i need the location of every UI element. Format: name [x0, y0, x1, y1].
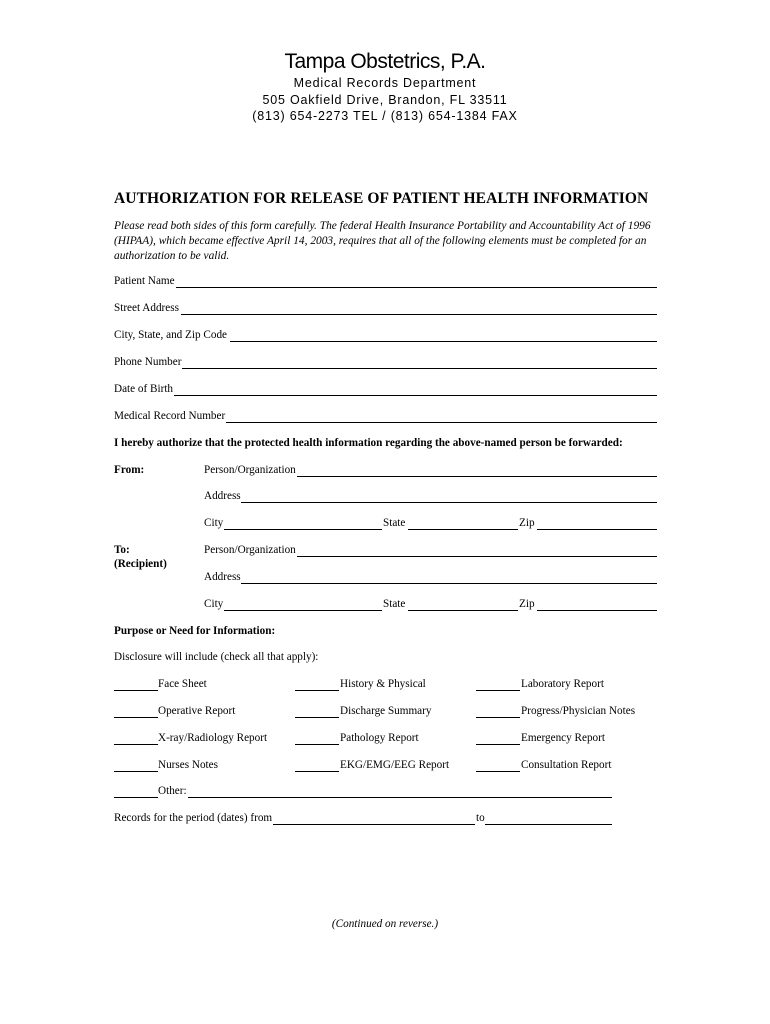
date-of-birth-label: Date of Birth — [114, 383, 174, 395]
xray-report-checkbox[interactable] — [114, 744, 158, 745]
pathology-report-checkbox[interactable] — [295, 744, 339, 745]
authorize-statement: I hereby authorize that the protected health information regarding the above-named person be forwarded: — [114, 437, 623, 449]
city-state-zip-label: City, State, and Zip Code — [114, 329, 227, 341]
to-state-label: State — [383, 598, 406, 610]
from-address-label: Address — [204, 490, 241, 502]
from-label: From: — [114, 464, 145, 476]
discharge-summary-checkbox[interactable] — [295, 717, 339, 718]
phone-number-label: Phone Number — [114, 356, 182, 368]
face-sheet-checkbox[interactable] — [114, 690, 158, 691]
from-address-field[interactable] — [241, 502, 657, 503]
laboratory-report-checkbox[interactable] — [476, 690, 520, 691]
date-of-birth-field[interactable] — [174, 395, 657, 396]
recipient-label: (Recipient) — [114, 558, 167, 570]
department: Medical Records Department — [293, 76, 477, 90]
from-city-label: City — [204, 517, 224, 529]
from-state-label: State — [383, 517, 406, 529]
phone-number-field[interactable] — [182, 368, 657, 369]
other-field[interactable] — [188, 797, 612, 798]
disclosure-label: Disclosure will include (check all that apply): — [114, 651, 319, 663]
laboratory-report-label: Laboratory Report — [521, 678, 604, 690]
to-address-label: Address — [204, 571, 241, 583]
progress-notes-label: Progress/Physician Notes — [521, 705, 636, 717]
from-zip-field[interactable] — [537, 529, 657, 530]
medical-record-number-label: Medical Record Number — [114, 410, 226, 422]
period-to-label: to — [476, 812, 485, 824]
period-from-field[interactable] — [273, 824, 475, 825]
emergency-report-checkbox[interactable] — [476, 744, 520, 745]
to-state-field[interactable] — [408, 610, 518, 611]
ekg-report-label: EKG/EMG/EEG Report — [340, 759, 450, 771]
to-zip-field[interactable] — [537, 610, 657, 611]
other-checkbox[interactable] — [114, 797, 158, 798]
form-title: AUTHORIZATION FOR RELEASE OF PATIENT HEALTH INFORMATION — [114, 190, 649, 207]
medical-record-number-field[interactable] — [226, 422, 657, 423]
progress-notes-checkbox[interactable] — [476, 717, 520, 718]
city-state-zip-field[interactable] — [230, 341, 657, 342]
to-zip-label: Zip — [519, 598, 535, 610]
operative-report-checkbox[interactable] — [114, 717, 158, 718]
phone-fax: (813) 654-2273 TEL / (813) 654-1384 FAX — [252, 109, 518, 123]
to-city-field[interactable] — [224, 610, 382, 611]
consultation-report-checkbox[interactable] — [476, 771, 520, 772]
nurses-notes-label: Nurses Notes — [158, 759, 218, 771]
period-to-field[interactable] — [485, 824, 612, 825]
continued-note: (Continued on reverse.) — [331, 918, 439, 930]
from-zip-label: Zip — [519, 517, 535, 529]
purpose-label: Purpose or Need for Information: — [114, 625, 276, 637]
to-person-org-field[interactable] — [297, 556, 657, 557]
to-city-label: City — [204, 598, 224, 610]
from-city-field[interactable] — [224, 529, 382, 530]
to-person-org-label: Person/Organization — [204, 544, 296, 556]
patient-name-label: Patient Name — [114, 275, 175, 287]
from-person-org-field[interactable] — [297, 476, 657, 477]
practice-address: 505 Oakfield Drive, Brandon, FL 33511 — [262, 93, 508, 107]
other-label: Other: — [158, 785, 187, 797]
operative-report-label: Operative Report — [158, 705, 236, 717]
history-physical-label: History & Physical — [340, 678, 426, 690]
history-physical-checkbox[interactable] — [295, 690, 339, 691]
pathology-report-label: Pathology Report — [340, 732, 419, 744]
period-from-label: Records for the period (dates) from — [114, 812, 273, 824]
from-state-field[interactable] — [408, 529, 518, 530]
to-label: To: — [114, 544, 130, 556]
street-address-field[interactable] — [181, 314, 657, 315]
consultation-report-label: Consultation Report — [521, 759, 612, 771]
xray-report-label: X-ray/Radiology Report — [158, 732, 268, 744]
nurses-notes-checkbox[interactable] — [114, 771, 158, 772]
emergency-report-label: Emergency Report — [521, 732, 605, 744]
street-address-label: Street Address — [114, 302, 179, 314]
intro-text: Please read both sides of this form carefully. The federal Health Insurance Portability and Accountability Act of 1996 (HIPAA), which became effective April 14, 2003, requires that all of the following elements must be completed for an authorization to be valid. — [114, 220, 651, 262]
ekg-report-checkbox[interactable] — [295, 771, 339, 772]
discharge-summary-label: Discharge Summary — [340, 705, 432, 717]
patient-name-field[interactable] — [176, 287, 657, 288]
practice-name: Tampa Obstetrics, P.A. — [284, 50, 486, 73]
from-person-org-label: Person/Organization — [204, 464, 296, 476]
face-sheet-label: Face Sheet — [158, 678, 207, 690]
to-address-field[interactable] — [241, 583, 657, 584]
